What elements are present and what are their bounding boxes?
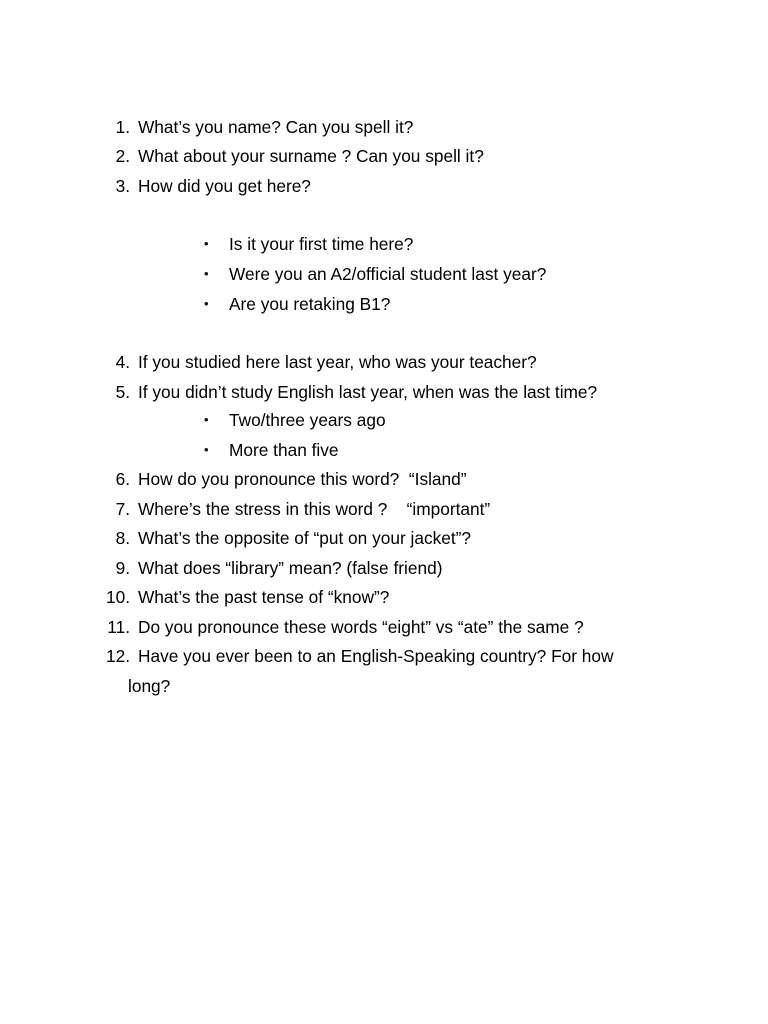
bullet-icon: • xyxy=(204,236,209,251)
question-text: How do you pronounce this word? “Island” xyxy=(138,469,467,489)
question-text: What’s the past tense of “know”? xyxy=(138,587,390,607)
item-number: 6. xyxy=(115,469,130,489)
sub-question-text: Were you an A2/official student last year? xyxy=(229,264,547,284)
question-text: How did you get here? xyxy=(138,176,311,196)
item-number: 1. xyxy=(115,117,130,137)
question-text-continuation: long? xyxy=(128,676,171,696)
item-number: 11. xyxy=(107,617,130,637)
sub-answer-text: Two/three years ago xyxy=(229,410,386,430)
sub-question-text: Are you retaking B1? xyxy=(229,294,391,314)
sub-question-text: Is it your first time here? xyxy=(229,234,414,254)
question-text: What about your surname ? Can you spell it? xyxy=(138,146,484,166)
question-text: Where’s the stress in this word ? “important” xyxy=(138,499,491,519)
question-text: If you studied here last year, who was your teacher? xyxy=(138,352,537,372)
question-text: What’s the opposite of “put on your jacket”? xyxy=(138,528,472,548)
question-text: If you didn’t study English last year, when was the last time? xyxy=(138,382,598,402)
question-text: What does “library” mean? (false friend) xyxy=(138,558,443,578)
question-text: Do you pronounce these words “eight” vs “ate” the same ? xyxy=(138,617,584,637)
bullet-icon: • xyxy=(204,296,209,311)
item-number: 7. xyxy=(115,499,130,519)
item-number: 8. xyxy=(115,528,130,548)
question-text: Have you ever been to an English-Speaking country? For how xyxy=(138,646,614,666)
question-text: What’s you name? Can you spell it? xyxy=(138,117,414,137)
item-number: 3. xyxy=(115,176,130,196)
item-number: 5. xyxy=(115,382,130,402)
item-number: 12. xyxy=(105,646,130,666)
item-number: 9. xyxy=(115,558,130,578)
bullet-icon: • xyxy=(204,266,209,281)
bullet-icon: • xyxy=(204,442,209,457)
item-number: 2. xyxy=(115,146,130,166)
item-number: 4. xyxy=(115,352,130,372)
item-number: 10. xyxy=(105,587,130,607)
sub-answer-text: More than five xyxy=(229,440,339,460)
bullet-icon: • xyxy=(204,412,209,427)
